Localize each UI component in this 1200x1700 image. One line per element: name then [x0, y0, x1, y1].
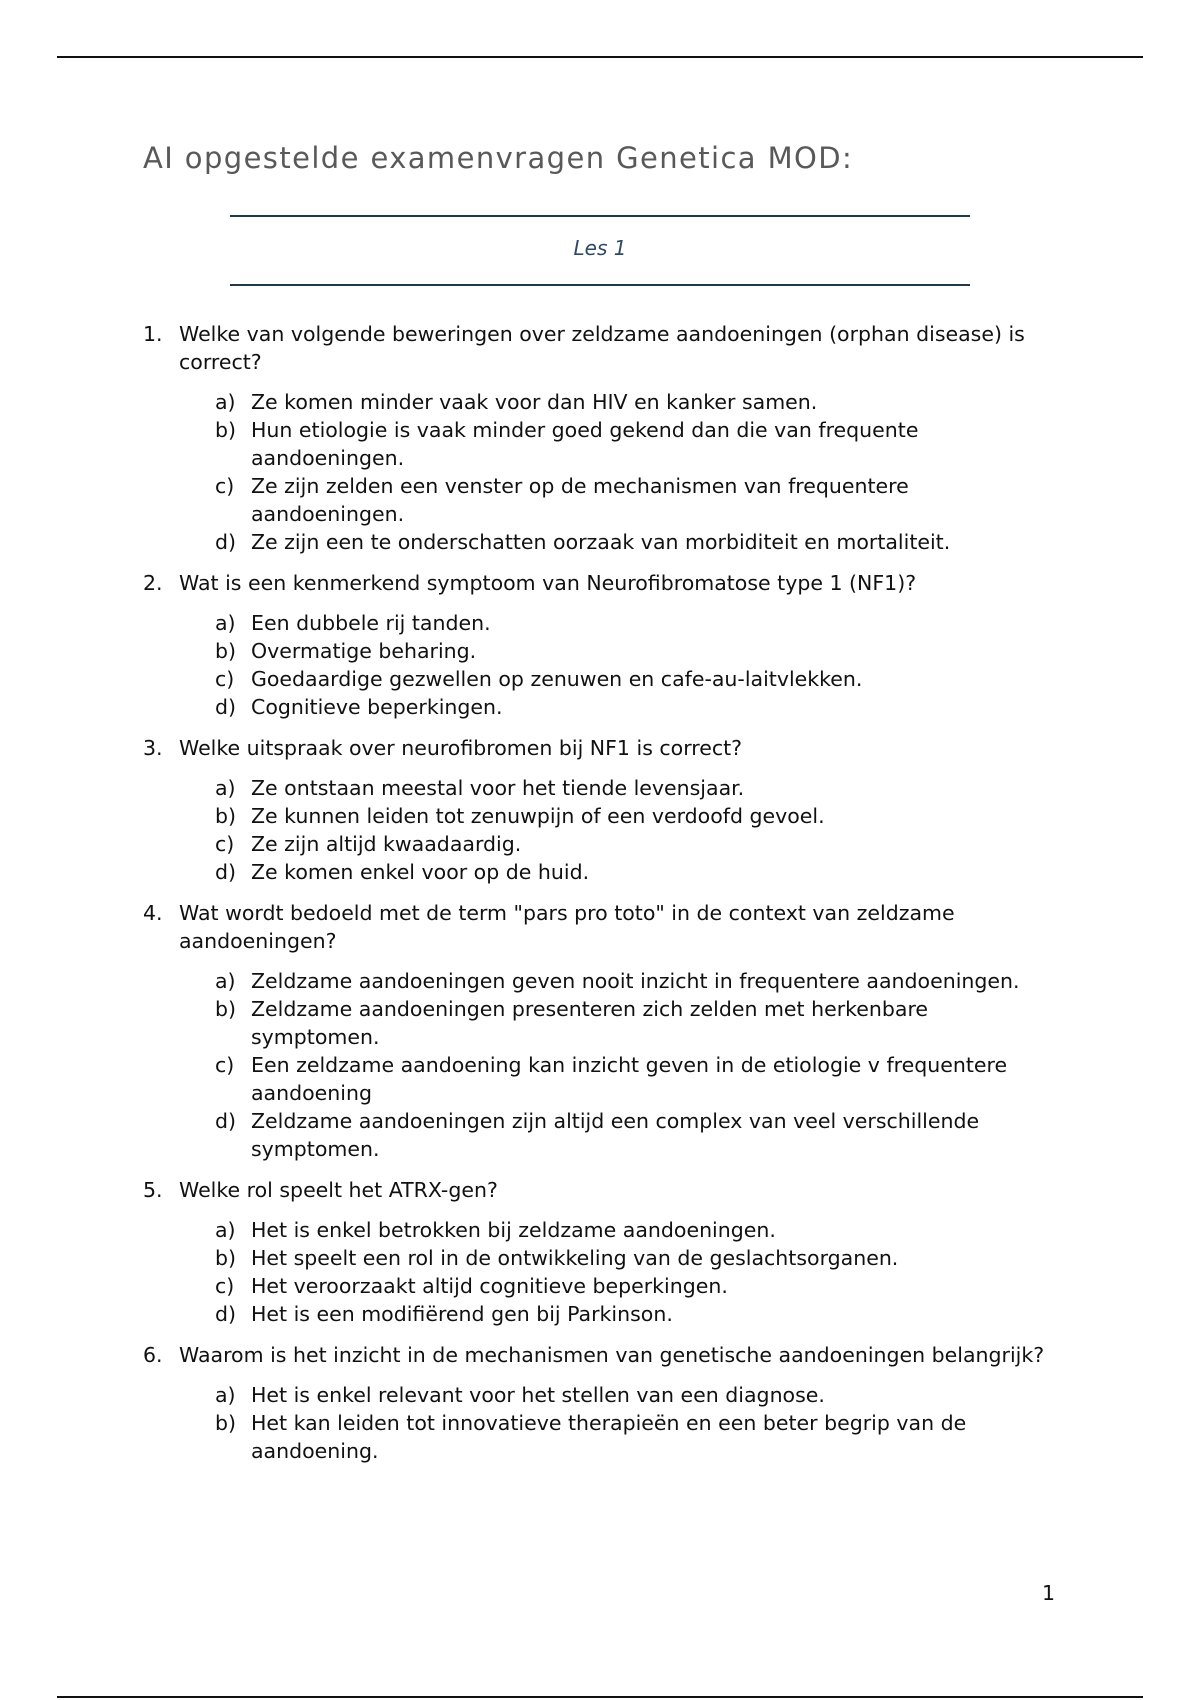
- answer-option: [215, 665, 1053, 693]
- option-text: Ze zijn altijd kwaadaardig.: [251, 832, 522, 856]
- question-item: [143, 320, 1053, 556]
- option-letter: b): [215, 418, 237, 442]
- question-text: Welke uitspraak over neurofibromen bij NF1 is correct?: [179, 736, 743, 760]
- answer-options: [215, 1216, 1053, 1328]
- answer-option: [215, 1300, 1053, 1328]
- answer-options: [215, 967, 1053, 1163]
- question-text: Wat is een kenmerkend symptoom van Neurofibromatose type 1 (NF1)?: [179, 571, 917, 595]
- question-line: [143, 320, 1053, 376]
- question-number: 2.: [143, 571, 163, 595]
- document-title: AI opgestelde examenvragen Genetica MOD:: [143, 141, 854, 175]
- option-text: Het veroorzaakt altijd cognitieve beperkingen.: [251, 1274, 728, 1298]
- option-letter: c): [215, 1053, 235, 1077]
- question-number: 4.: [143, 901, 163, 925]
- option-letter: b): [215, 997, 237, 1021]
- question-line: [143, 569, 1053, 597]
- option-letter: a): [215, 969, 236, 993]
- answer-option: [215, 995, 1053, 1051]
- option-letter: c): [215, 832, 235, 856]
- answer-option: [215, 388, 1053, 416]
- question-line: [143, 899, 1053, 955]
- section-heading: Les 1: [573, 236, 627, 260]
- option-letter: b): [215, 639, 237, 663]
- answer-options: [215, 609, 1053, 721]
- option-letter: c): [215, 667, 235, 691]
- option-letter: a): [215, 776, 236, 800]
- page-number: 1: [1042, 1581, 1056, 1605]
- answer-option: [215, 609, 1053, 637]
- option-text: Hun etiologie is vaak minder goed gekend dan die van frequente aandoeningen.: [251, 418, 919, 470]
- answer-option: [215, 858, 1053, 886]
- answer-option: [215, 1409, 1053, 1465]
- answer-option: [215, 528, 1053, 556]
- option-letter: a): [215, 1218, 236, 1242]
- option-letter: b): [215, 1411, 237, 1435]
- answer-option: [215, 1216, 1053, 1244]
- answer-option: [215, 967, 1053, 995]
- question-item: [143, 569, 1053, 721]
- option-letter: a): [215, 611, 236, 635]
- question-text: Waarom is het inzicht in de mechanismen van genetische aandoeningen belangrijk?: [179, 1343, 1045, 1367]
- answer-option: [215, 693, 1053, 721]
- option-letter: a): [215, 390, 236, 414]
- page-top-rule: [57, 56, 1143, 58]
- answer-option: [215, 1107, 1053, 1163]
- question-number: 6.: [143, 1343, 163, 1367]
- option-letter: b): [215, 1246, 237, 1270]
- option-letter: d): [215, 1109, 237, 1133]
- option-text: Cognitieve beperkingen.: [251, 695, 503, 719]
- question-number: 1.: [143, 322, 163, 346]
- option-letter: d): [215, 860, 237, 884]
- option-text: Een zeldzame aandoening kan inzicht geven in de etiologie v frequentere aandoening: [251, 1053, 1008, 1105]
- answer-option: [215, 1051, 1053, 1107]
- option-text: Ze komen minder vaak voor dan HIV en kanker samen.: [251, 390, 818, 414]
- question-text: Welke van volgende beweringen over zeldzame aandoeningen (orphan disease) is correct?: [179, 322, 1025, 374]
- question-text: Welke rol speelt het ATRX-gen?: [179, 1178, 498, 1202]
- option-text: Ze kunnen leiden tot zenuwpijn of een verdoofd gevoel.: [251, 804, 825, 828]
- question-item: [143, 734, 1053, 886]
- question-number: 3.: [143, 736, 163, 760]
- answer-option: [215, 830, 1053, 858]
- question-text: Wat wordt bedoeld met de term "pars pro toto" in de context van zeldzame aandoeningen?: [179, 901, 955, 953]
- answer-option: [215, 416, 1053, 472]
- option-text: Het speelt een rol in de ontwikkeling van de geslachtsorganen.: [251, 1246, 899, 1270]
- option-text: Het kan leiden tot innovatieve therapieën en een beter begrip van de aandoening.: [251, 1411, 967, 1463]
- option-text: Het is enkel betrokken bij zeldzame aandoeningen.: [251, 1218, 776, 1242]
- question-line: [143, 734, 1053, 762]
- option-text: Ze komen enkel voor op de huid.: [251, 860, 590, 884]
- option-letter: c): [215, 1274, 235, 1298]
- option-letter: a): [215, 1383, 236, 1407]
- answer-option: [215, 774, 1053, 802]
- answer-option: [215, 637, 1053, 665]
- answer-option: [215, 472, 1053, 528]
- option-text: Het is een modifiërend gen bij Parkinson.: [251, 1302, 673, 1326]
- answer-options: [215, 774, 1053, 886]
- option-text: Zeldzame aandoeningen zijn altijd een complex van veel verschillende symptomen.: [251, 1109, 980, 1161]
- question-list: [143, 320, 1053, 1478]
- section-heading-box: [230, 215, 970, 286]
- answer-option: [215, 1381, 1053, 1409]
- answer-option: [215, 802, 1053, 830]
- option-text: Het is enkel relevant voor het stellen van een diagnose.: [251, 1383, 825, 1407]
- question-line: [143, 1176, 1053, 1204]
- option-text: Goedaardige gezwellen op zenuwen en cafe-au-laitvlekken.: [251, 667, 863, 691]
- answer-options: [215, 388, 1053, 556]
- question-line: [143, 1341, 1053, 1369]
- answer-options: [215, 1381, 1053, 1465]
- option-text: Een dubbele rij tanden.: [251, 611, 491, 635]
- answer-option: [215, 1244, 1053, 1272]
- option-letter: d): [215, 695, 237, 719]
- question-item: [143, 1341, 1053, 1465]
- option-letter: c): [215, 474, 235, 498]
- option-text: Ze zijn een te onderschatten oorzaak van morbiditeit en mortaliteit.: [251, 530, 951, 554]
- answer-option: [215, 1272, 1053, 1300]
- option-text: Overmatige beharing.: [251, 639, 477, 663]
- option-letter: d): [215, 1302, 237, 1326]
- question-item: [143, 899, 1053, 1163]
- question-number: 5.: [143, 1178, 163, 1202]
- option-letter: d): [215, 530, 237, 554]
- option-text: Zeldzame aandoeningen presenteren zich zelden met herkenbare symptomen.: [251, 997, 929, 1049]
- question-item: [143, 1176, 1053, 1328]
- page-bottom-rule: [57, 1696, 1143, 1698]
- option-text: Ze ontstaan meestal voor het tiende levensjaar.: [251, 776, 745, 800]
- option-text: Ze zijn zelden een venster op de mechanismen van frequentere aandoeningen.: [251, 474, 909, 526]
- option-letter: b): [215, 804, 237, 828]
- option-text: Zeldzame aandoeningen geven nooit inzicht in frequentere aandoeningen.: [251, 969, 1020, 993]
